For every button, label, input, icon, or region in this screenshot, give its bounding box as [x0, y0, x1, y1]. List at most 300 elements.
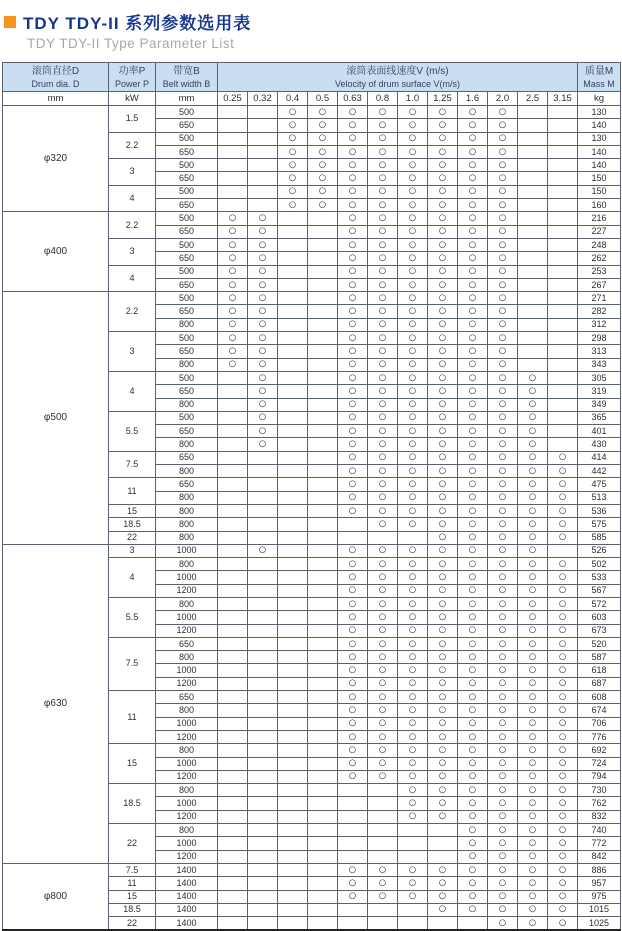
belt-width-cell: 800 — [156, 491, 218, 504]
availability-mark-cell: ○ — [518, 691, 548, 704]
availability-mark-cell: ○ — [488, 318, 518, 331]
empty-velocity-cell — [248, 518, 278, 531]
availability-mark-cell: ○ — [308, 199, 338, 212]
empty-velocity-cell — [308, 730, 338, 743]
empty-velocity-cell — [308, 305, 338, 318]
empty-velocity-cell — [368, 797, 398, 810]
availability-mark-cell: ○ — [428, 531, 458, 544]
empty-velocity-cell — [278, 691, 308, 704]
empty-velocity-cell — [398, 850, 428, 863]
availability-mark-cell: ○ — [428, 637, 458, 650]
availability-mark-cell: ○ — [458, 504, 488, 517]
availability-mark-cell: ○ — [368, 358, 398, 371]
belt-width-cell: 800 — [156, 504, 218, 517]
availability-mark-cell: ○ — [338, 664, 368, 677]
empty-velocity-cell — [218, 571, 248, 584]
availability-mark-cell: ○ — [488, 903, 518, 916]
mass-cell: 267 — [578, 278, 621, 291]
availability-mark-cell: ○ — [458, 145, 488, 158]
availability-mark-cell: ○ — [458, 597, 488, 610]
empty-velocity-cell — [248, 185, 278, 198]
availability-mark-cell: ○ — [428, 385, 458, 398]
empty-velocity-cell — [218, 504, 248, 517]
belt-width-cell: 650 — [156, 385, 218, 398]
availability-mark-cell: ○ — [428, 691, 458, 704]
belt-width-cell: 500 — [156, 265, 218, 278]
availability-mark-cell: ○ — [398, 730, 428, 743]
availability-mark-cell: ○ — [458, 385, 488, 398]
empty-velocity-cell — [308, 465, 338, 478]
belt-width-cell: 650 — [156, 451, 218, 464]
availability-mark-cell: ○ — [488, 730, 518, 743]
availability-mark-cell: ○ — [518, 863, 548, 876]
availability-mark-cell: ○ — [458, 890, 488, 903]
availability-mark-cell: ○ — [548, 664, 578, 677]
empty-velocity-cell — [248, 850, 278, 863]
availability-mark-cell: ○ — [488, 624, 518, 637]
empty-velocity-cell — [548, 172, 578, 185]
power-cell: 5.5 — [109, 597, 156, 637]
availability-mark-cell: ○ — [428, 451, 458, 464]
availability-mark-cell: ○ — [308, 185, 338, 198]
empty-velocity-cell — [218, 106, 248, 119]
availability-mark-cell: ○ — [518, 411, 548, 424]
availability-mark-cell: ○ — [368, 425, 398, 438]
empty-velocity-cell — [218, 717, 248, 730]
availability-mark-cell: ○ — [218, 358, 248, 371]
empty-velocity-cell — [308, 651, 338, 664]
availability-mark-cell: ○ — [368, 770, 398, 783]
empty-velocity-cell — [518, 292, 548, 305]
availability-mark-cell: ○ — [488, 451, 518, 464]
availability-mark-cell: ○ — [518, 624, 548, 637]
availability-mark-cell: ○ — [278, 145, 308, 158]
empty-velocity-cell — [518, 159, 548, 172]
power-cell: 3 — [109, 159, 156, 186]
empty-velocity-cell — [278, 571, 308, 584]
availability-mark-cell: ○ — [518, 850, 548, 863]
availability-mark-cell: ○ — [518, 398, 548, 411]
availability-mark-cell: ○ — [488, 119, 518, 132]
availability-mark-cell: ○ — [428, 770, 458, 783]
availability-mark-cell: ○ — [428, 571, 458, 584]
empty-velocity-cell — [368, 850, 398, 863]
empty-velocity-cell — [218, 744, 248, 757]
empty-velocity-cell — [308, 411, 338, 424]
availability-mark-cell: ○ — [488, 571, 518, 584]
mass-cell: 724 — [578, 757, 621, 770]
availability-mark-cell: ○ — [488, 611, 518, 624]
availability-mark-cell: ○ — [428, 584, 458, 597]
belt-width-cell: 500 — [156, 238, 218, 251]
availability-mark-cell: ○ — [518, 465, 548, 478]
empty-velocity-cell — [308, 824, 338, 837]
availability-mark-cell: ○ — [398, 292, 428, 305]
empty-velocity-cell — [308, 890, 338, 903]
belt-width-cell: 650 — [156, 637, 218, 650]
empty-velocity-cell — [218, 824, 248, 837]
empty-velocity-cell — [308, 597, 338, 610]
belt-width-cell: 800 — [156, 398, 218, 411]
availability-mark-cell: ○ — [338, 278, 368, 291]
availability-mark-cell: ○ — [398, 797, 428, 810]
availability-mark-cell: ○ — [458, 744, 488, 757]
availability-mark-cell: ○ — [338, 438, 368, 451]
availability-mark-cell: ○ — [458, 119, 488, 132]
drum-dia-cell: φ320 — [3, 106, 109, 212]
availability-mark-cell: ○ — [488, 664, 518, 677]
availability-mark-cell: ○ — [308, 106, 338, 119]
availability-mark-cell: ○ — [428, 597, 458, 610]
empty-velocity-cell — [308, 385, 338, 398]
availability-mark-cell: ○ — [248, 358, 278, 371]
velocity-tick: 0.8 — [368, 92, 398, 106]
availability-mark-cell: ○ — [368, 278, 398, 291]
mass-cell: 130 — [578, 106, 621, 119]
availability-mark-cell: ○ — [428, 797, 458, 810]
availability-mark-cell: ○ — [488, 558, 518, 571]
availability-mark-cell: ○ — [458, 438, 488, 451]
availability-mark-cell: ○ — [458, 518, 488, 531]
availability-mark-cell: ○ — [518, 824, 548, 837]
empty-velocity-cell — [278, 292, 308, 305]
availability-mark-cell: ○ — [518, 877, 548, 890]
availability-mark-cell: ○ — [518, 451, 548, 464]
empty-velocity-cell — [248, 199, 278, 212]
empty-velocity-cell — [248, 744, 278, 757]
availability-mark-cell: ○ — [278, 119, 308, 132]
availability-mark-cell: ○ — [368, 890, 398, 903]
empty-velocity-cell — [308, 265, 338, 278]
availability-mark-cell: ○ — [428, 651, 458, 664]
empty-velocity-cell — [278, 212, 308, 225]
empty-velocity-cell — [548, 225, 578, 238]
availability-mark-cell: ○ — [518, 664, 548, 677]
availability-mark-cell: ○ — [488, 278, 518, 291]
availability-mark-cell: ○ — [518, 438, 548, 451]
availability-mark-cell: ○ — [338, 185, 368, 198]
belt-width-cell: 500 — [156, 212, 218, 225]
empty-velocity-cell — [248, 504, 278, 517]
mass-cell: 140 — [578, 159, 621, 172]
availability-mark-cell: ○ — [368, 371, 398, 384]
availability-mark-cell: ○ — [458, 863, 488, 876]
availability-mark-cell: ○ — [368, 385, 398, 398]
availability-mark-cell: ○ — [518, 518, 548, 531]
availability-mark-cell: ○ — [458, 850, 488, 863]
power-cell: 3 — [109, 544, 156, 557]
empty-velocity-cell — [248, 491, 278, 504]
empty-velocity-cell — [218, 624, 248, 637]
availability-mark-cell: ○ — [488, 717, 518, 730]
unit-belt: mm — [156, 92, 218, 106]
empty-velocity-cell — [278, 611, 308, 624]
table-header — [3, 63, 621, 106]
belt-width-cell: 1400 — [156, 863, 218, 876]
empty-velocity-cell — [248, 691, 278, 704]
availability-mark-cell: ○ — [368, 398, 398, 411]
empty-velocity-cell — [218, 664, 248, 677]
empty-velocity-cell — [338, 797, 368, 810]
velocity-tick: 0.4 — [278, 92, 308, 106]
availability-mark-cell: ○ — [518, 797, 548, 810]
parameter-table — [2, 62, 621, 931]
availability-mark-cell: ○ — [518, 491, 548, 504]
availability-mark-cell: ○ — [368, 637, 398, 650]
availability-mark-cell: ○ — [488, 877, 518, 890]
empty-velocity-cell — [308, 292, 338, 305]
availability-mark-cell: ○ — [488, 518, 518, 531]
mass-cell: 140 — [578, 145, 621, 158]
availability-mark-cell: ○ — [458, 637, 488, 650]
availability-mark-cell: ○ — [398, 132, 428, 145]
empty-velocity-cell — [518, 185, 548, 198]
empty-velocity-cell — [548, 345, 578, 358]
table-row — [3, 863, 621, 876]
mass-cell: 365 — [578, 411, 621, 424]
availability-mark-cell: ○ — [518, 757, 548, 770]
availability-mark-cell: ○ — [488, 757, 518, 770]
velocity-tick: 2.5 — [518, 92, 548, 106]
availability-mark-cell: ○ — [518, 717, 548, 730]
availability-mark-cell: ○ — [488, 784, 518, 797]
availability-mark-cell: ○ — [428, 172, 458, 185]
empty-velocity-cell — [248, 465, 278, 478]
empty-velocity-cell — [308, 584, 338, 597]
availability-mark-cell: ○ — [488, 106, 518, 119]
mass-cell: 975 — [578, 890, 621, 903]
availability-mark-cell: ○ — [428, 465, 458, 478]
empty-velocity-cell — [518, 265, 548, 278]
availability-mark-cell: ○ — [428, 877, 458, 890]
availability-mark-cell: ○ — [488, 199, 518, 212]
empty-velocity-cell — [278, 278, 308, 291]
empty-velocity-cell — [218, 770, 248, 783]
availability-mark-cell: ○ — [458, 225, 488, 238]
availability-mark-cell: ○ — [248, 398, 278, 411]
availability-mark-cell: ○ — [338, 478, 368, 491]
availability-mark-cell: ○ — [368, 691, 398, 704]
availability-mark-cell: ○ — [338, 597, 368, 610]
availability-mark-cell: ○ — [488, 305, 518, 318]
availability-mark-cell: ○ — [308, 145, 338, 158]
velocity-tick: 0.5 — [308, 92, 338, 106]
empty-velocity-cell — [218, 385, 248, 398]
availability-mark-cell: ○ — [248, 411, 278, 424]
power-cell: 22 — [109, 824, 156, 864]
availability-mark-cell: ○ — [428, 425, 458, 438]
availability-mark-cell: ○ — [518, 810, 548, 823]
availability-mark-cell: ○ — [248, 278, 278, 291]
empty-velocity-cell — [308, 451, 338, 464]
availability-mark-cell: ○ — [548, 824, 578, 837]
empty-velocity-cell — [398, 531, 428, 544]
empty-velocity-cell — [338, 903, 368, 916]
availability-mark-cell: ○ — [548, 730, 578, 743]
empty-velocity-cell — [218, 757, 248, 770]
mass-cell: 673 — [578, 624, 621, 637]
availability-mark-cell: ○ — [398, 438, 428, 451]
empty-velocity-cell — [278, 398, 308, 411]
availability-mark-cell: ○ — [428, 518, 458, 531]
availability-mark-cell: ○ — [548, 611, 578, 624]
availability-mark-cell: ○ — [428, 305, 458, 318]
availability-mark-cell: ○ — [488, 651, 518, 664]
availability-mark-cell: ○ — [338, 717, 368, 730]
belt-width-cell: 1200 — [156, 850, 218, 863]
empty-velocity-cell — [428, 824, 458, 837]
empty-velocity-cell — [218, 544, 248, 557]
belt-width-cell: 800 — [156, 531, 218, 544]
availability-mark-cell: ○ — [398, 425, 428, 438]
empty-velocity-cell — [518, 119, 548, 132]
availability-mark-cell: ○ — [398, 491, 428, 504]
availability-mark-cell: ○ — [398, 664, 428, 677]
availability-mark-cell: ○ — [488, 159, 518, 172]
availability-mark-cell: ○ — [338, 770, 368, 783]
availability-mark-cell: ○ — [428, 106, 458, 119]
empty-velocity-cell — [278, 465, 308, 478]
availability-mark-cell: ○ — [488, 491, 518, 504]
availability-mark-cell: ○ — [458, 810, 488, 823]
empty-velocity-cell — [548, 438, 578, 451]
empty-velocity-cell — [308, 863, 338, 876]
empty-velocity-cell — [518, 358, 548, 371]
velocity-tick: 1.25 — [428, 92, 458, 106]
availability-mark-cell: ○ — [398, 651, 428, 664]
availability-mark-cell: ○ — [338, 491, 368, 504]
mass-cell: 740 — [578, 824, 621, 837]
empty-velocity-cell — [518, 318, 548, 331]
empty-velocity-cell — [368, 784, 398, 797]
empty-velocity-cell — [308, 784, 338, 797]
empty-velocity-cell — [518, 199, 548, 212]
empty-velocity-cell — [518, 145, 548, 158]
belt-width-cell: 650 — [156, 225, 218, 238]
empty-velocity-cell — [218, 451, 248, 464]
empty-velocity-cell — [308, 704, 338, 717]
col-header-power: 功率P Power P — [109, 63, 156, 92]
availability-mark-cell: ○ — [218, 252, 248, 265]
availability-mark-cell: ○ — [428, 504, 458, 517]
empty-velocity-cell — [218, 677, 248, 690]
availability-mark-cell: ○ — [548, 837, 578, 850]
empty-velocity-cell — [248, 451, 278, 464]
col-header-drum: 滚筒直径D Drum dia. D — [3, 63, 109, 92]
empty-velocity-cell — [218, 837, 248, 850]
availability-mark-cell: ○ — [518, 637, 548, 650]
availability-mark-cell: ○ — [548, 797, 578, 810]
mass-cell: 886 — [578, 863, 621, 876]
mass-cell: 414 — [578, 451, 621, 464]
mass-cell: 608 — [578, 691, 621, 704]
drum-dia-cell: φ800 — [3, 863, 109, 930]
availability-mark-cell: ○ — [248, 265, 278, 278]
availability-mark-cell: ○ — [248, 305, 278, 318]
mass-cell: 282 — [578, 305, 621, 318]
availability-mark-cell: ○ — [338, 305, 368, 318]
belt-width-cell: 1400 — [156, 903, 218, 916]
availability-mark-cell: ○ — [428, 704, 458, 717]
power-cell: 15 — [109, 890, 156, 903]
availability-mark-cell: ○ — [308, 159, 338, 172]
availability-mark-cell: ○ — [248, 544, 278, 557]
empty-velocity-cell — [278, 704, 308, 717]
availability-mark-cell: ○ — [548, 784, 578, 797]
empty-velocity-cell — [518, 238, 548, 251]
availability-mark-cell: ○ — [218, 278, 248, 291]
availability-mark-cell: ○ — [458, 837, 488, 850]
empty-velocity-cell — [398, 837, 428, 850]
empty-velocity-cell — [278, 824, 308, 837]
availability-mark-cell: ○ — [548, 890, 578, 903]
availability-mark-cell: ○ — [368, 544, 398, 557]
availability-mark-cell: ○ — [488, 850, 518, 863]
availability-mark-cell: ○ — [398, 212, 428, 225]
empty-velocity-cell — [248, 717, 278, 730]
empty-velocity-cell — [368, 810, 398, 823]
empty-velocity-cell — [548, 385, 578, 398]
mass-cell: 150 — [578, 172, 621, 185]
empty-velocity-cell — [338, 837, 368, 850]
availability-mark-cell: ○ — [398, 106, 428, 119]
availability-mark-cell: ○ — [488, 438, 518, 451]
table-row — [3, 212, 621, 225]
availability-mark-cell: ○ — [398, 465, 428, 478]
availability-mark-cell: ○ — [458, 784, 488, 797]
mass-cell: 502 — [578, 558, 621, 571]
availability-mark-cell: ○ — [398, 504, 428, 517]
availability-mark-cell: ○ — [518, 385, 548, 398]
availability-mark-cell: ○ — [338, 451, 368, 464]
empty-velocity-cell — [308, 318, 338, 331]
belt-width-cell: 500 — [156, 292, 218, 305]
empty-velocity-cell — [278, 544, 308, 557]
availability-mark-cell: ○ — [458, 584, 488, 597]
power-cell: 3 — [109, 332, 156, 372]
availability-mark-cell: ○ — [338, 571, 368, 584]
units-row — [3, 92, 621, 106]
empty-velocity-cell — [368, 837, 398, 850]
belt-width-cell: 800 — [156, 704, 218, 717]
availability-mark-cell: ○ — [428, 677, 458, 690]
availability-mark-cell: ○ — [218, 292, 248, 305]
availability-mark-cell: ○ — [248, 238, 278, 251]
mass-cell: 313 — [578, 345, 621, 358]
availability-mark-cell: ○ — [398, 571, 428, 584]
empty-velocity-cell — [518, 225, 548, 238]
availability-mark-cell: ○ — [398, 225, 428, 238]
unit-mass: kg — [578, 92, 621, 106]
availability-mark-cell: ○ — [428, 411, 458, 424]
empty-velocity-cell — [218, 478, 248, 491]
availability-mark-cell: ○ — [458, 544, 488, 557]
belt-width-cell: 500 — [156, 132, 218, 145]
empty-velocity-cell — [308, 212, 338, 225]
empty-velocity-cell — [248, 624, 278, 637]
availability-mark-cell: ○ — [548, 465, 578, 478]
mass-cell: 140 — [578, 119, 621, 132]
availability-mark-cell: ○ — [548, 744, 578, 757]
availability-mark-cell: ○ — [458, 717, 488, 730]
empty-velocity-cell — [248, 730, 278, 743]
availability-mark-cell: ○ — [548, 558, 578, 571]
availability-mark-cell: ○ — [368, 611, 398, 624]
belt-width-cell: 500 — [156, 106, 218, 119]
belt-width-cell: 1000 — [156, 757, 218, 770]
availability-mark-cell: ○ — [248, 385, 278, 398]
mass-cell: 772 — [578, 837, 621, 850]
